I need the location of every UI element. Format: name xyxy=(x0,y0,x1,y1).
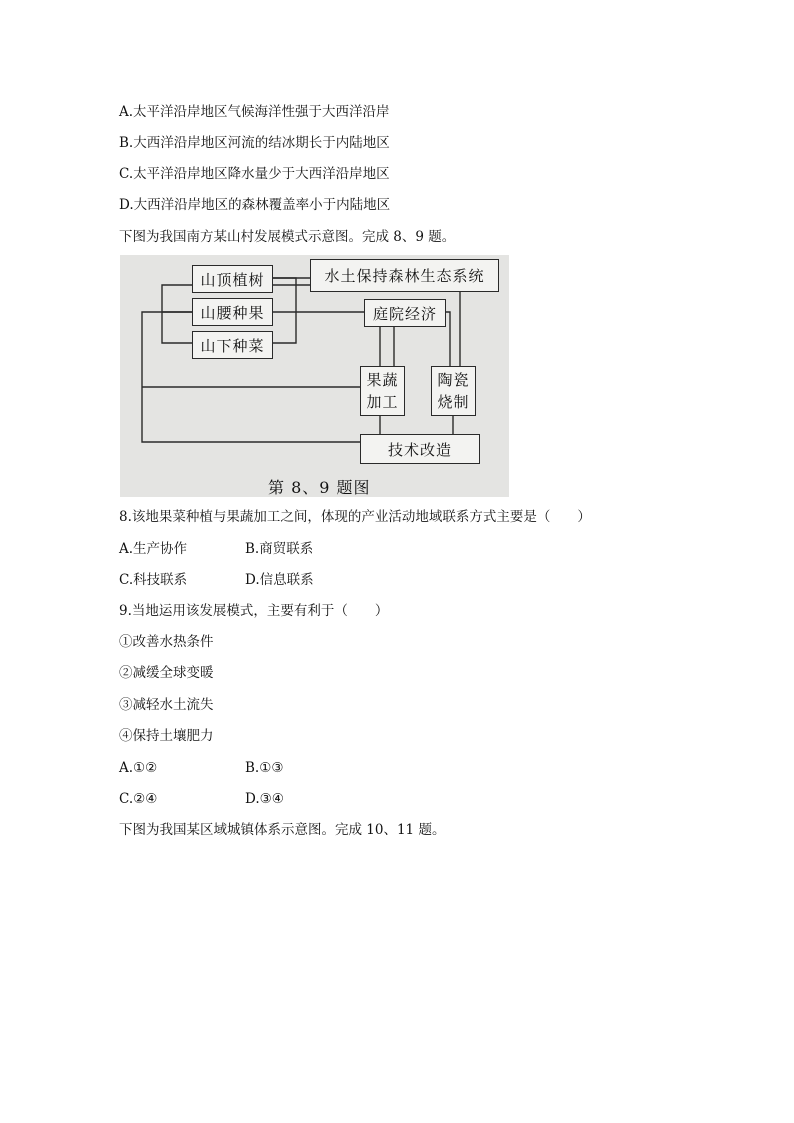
q9-option-c: C.②④ xyxy=(119,791,158,807)
option-7a: A.太平洋沿岸地区气候海洋性强于大西洋沿岸 xyxy=(119,104,390,120)
q9-option-a: A.①② xyxy=(119,760,158,776)
q8-option-a: A.生产协作 xyxy=(119,541,188,557)
q9-option-b: B.①③ xyxy=(245,760,284,776)
q8-option-b: B.商贸联系 xyxy=(245,541,314,557)
fruit-label-line2: 加工 xyxy=(366,393,399,411)
q9-item-3: ③减轻水土流失 xyxy=(119,697,214,713)
box-hillside-fruit: 山腰种果 xyxy=(192,298,273,326)
box-tech-upgrade: 技术改造 xyxy=(360,434,480,464)
q9-item-1: ①改善水热条件 xyxy=(119,634,214,650)
fruit-label-line1: 果蔬 xyxy=(366,371,399,389)
option-7d: D.大西洋沿岸地区的森林覆盖率小于内陆地区 xyxy=(119,197,391,213)
q9-item-2: ②减缓全球变暖 xyxy=(119,665,214,681)
figure-caption: 第 8、9 题图 xyxy=(268,478,371,497)
option-7c: C.太平洋沿岸地区降水量少于大西洋沿岸地区 xyxy=(119,166,390,182)
box-fruit-processing xyxy=(360,366,405,416)
ceramic-label-line1: 陶瓷 xyxy=(437,371,470,389)
intro-10-11: 下图为我国某区域城镇体系示意图。完成 10、11 题。 xyxy=(119,822,446,838)
q9-option-d: D.③④ xyxy=(245,791,284,807)
intro-8-9: 下图为我国南方某山村发展模式示意图。完成 8、9 题。 xyxy=(119,229,456,245)
q8-option-d: D.信息联系 xyxy=(245,572,314,588)
q8-stem: 8.该地果菜种植与果蔬加工之间，体现的产业活动地域联系方式主要是（ ） xyxy=(119,509,591,525)
q8-option-c: C.科技联系 xyxy=(119,572,188,588)
option-7b: B.大西洋沿岸地区河流的结冰期长于内陆地区 xyxy=(119,135,390,151)
q9-item-4: ④保持土壤肥力 xyxy=(119,728,214,744)
box-foothill-vegetable: 山下种菜 xyxy=(192,331,273,359)
q9-stem: 9.当地运用该发展模式，主要有利于（ ） xyxy=(119,603,389,619)
box-soil-forest-system: 水土保持森林生态系统 xyxy=(310,259,499,292)
ceramic-label-line2: 烧制 xyxy=(437,393,470,411)
box-ceramic-firing xyxy=(431,366,476,416)
box-courtyard-economy: 庭院经济 xyxy=(364,299,446,327)
box-hilltop-tree: 山顶植树 xyxy=(192,265,273,293)
development-mode-figure xyxy=(120,255,509,497)
